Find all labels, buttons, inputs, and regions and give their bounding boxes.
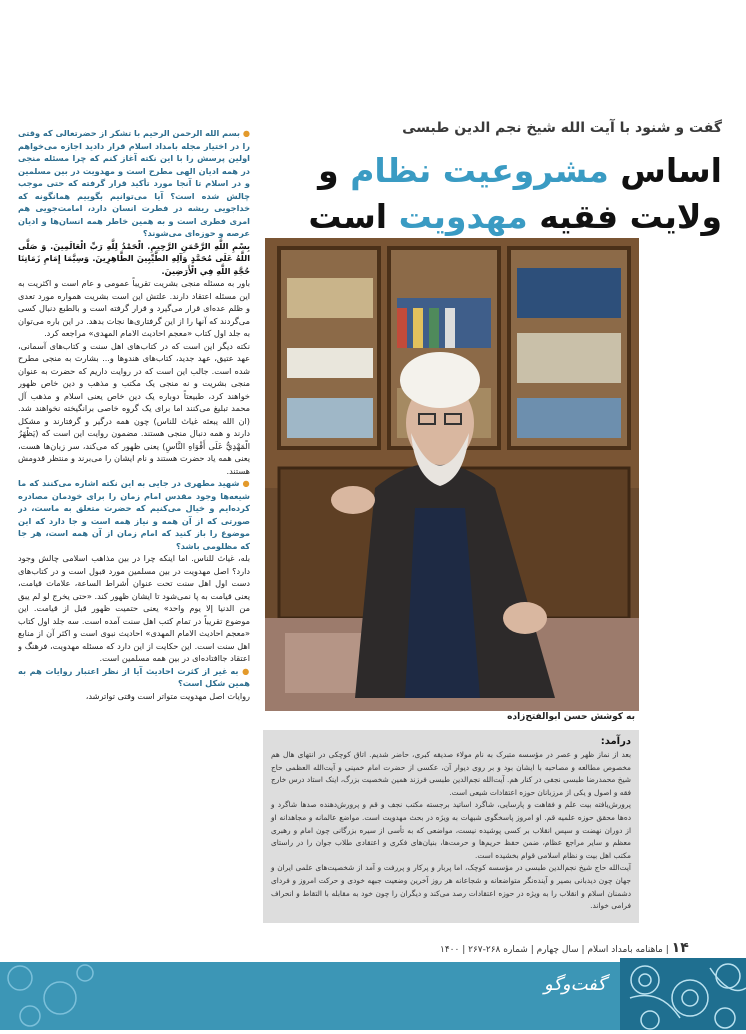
title-word: است	[308, 197, 388, 236]
footer-separator: |	[578, 945, 585, 955]
issue-label: شماره ۲۶۸-۲۶۷	[468, 945, 528, 955]
intro-paragraph: آیت‌الله حاج شیخ نجم‌الدین طبسی در مؤسسه کوچک، اما پربار و پرکار و پررفت و آمد از شخصیت‌های علمی ایران و جهان چون دیدبانی بصیر و آینده‌نگر متواضعانه و شجاعانه هر روز آخرین وضعیت جبهه خودی و حرکت امروز و فردای دشمنان اسلام و انقلاب را به ویژه در حوزه اعتقادات رصد می‌کند و دیگران را چون خود به مقابله با التقاط و انحراف فرامی خواند.	[271, 863, 631, 911]
article-subtitle: گفت و شنود با آیت الله شیخ نجم الدین طبسی	[402, 120, 722, 136]
title-line-2	[262, 194, 722, 240]
article-body-column	[18, 127, 250, 922]
floral-pattern-icon	[620, 958, 746, 1030]
interview-question: ● بسم الله الرحمن الرحیم با تشکر از حضرتعالی که وقتی را در اختیار مجله بامداد اسلام قرار دادید اجازه می‌خواهم اولین پرسش را با این نکته آغاز کنم که چرا مسئله منجی در همه ادیان الهی مطرح است و مهدویت در بین مسلمین و در اسلام تا آنجا مورد تأکید قرار گرفته که حتی موجب چالش شده است؟ آیا می‌توانیم بگوییم همانگونه که خداجویی ریشه در فطرت انسان دارد، امامت‌جویی هم امری فطری است و به همین خاطر همه انسان‌ها و ادیان عرصه و حوزه‌ای می‌شوند؟	[18, 127, 250, 240]
intro-box	[263, 730, 639, 923]
photo-credit: به کوشش حسن ابوالفتح‌زاده	[507, 712, 635, 722]
interview-answer: بله، غیاث للناس. اما اینکه چرا در بین مذاهب اسلامی چالش وجود دارد؟ اصل مهدویت در بین مسلمین مورد قبول است و در کتاب‌های دست اول اهل سنت تحت عنوان أشراط الساعة، علامات قیامت، یعنی قیامت به پا نمی‌شود تا ایشان ظهور کند. «حتى يخرج لو لم يبق من الدنيا إلا يوم واحد» یعنی حتمیت ظهور قبل از قیامت. این موضوع تقریباً در تمام کتب اهل سنت آمده است. سه جلد اول کتاب «معجم احادیث الامام المهدی» احادیث نبوی است و اکثر آن از منابع اهل سنت است. این حکایت از این دارد که مسئله مهدویت، فرهنگ و اعتقاد جاافتاده‌ای در بین همه مسلمین است.	[18, 553, 250, 663]
title-line-1	[262, 148, 722, 194]
floral-pattern-icon	[0, 958, 100, 1030]
footer-separator: |	[662, 945, 669, 955]
intro-label: درآمد:	[600, 736, 631, 747]
title-highlight: مشروعیت نظام	[350, 151, 609, 190]
floral-decoration-right	[620, 958, 746, 1030]
magazine-name: ماهنامه بامداد اسلام	[587, 945, 663, 955]
photo-illustration	[265, 238, 639, 711]
footer-separator: |	[459, 945, 466, 955]
floral-decoration-left	[0, 958, 100, 1030]
title-word: اساس	[620, 151, 722, 190]
interview-question: ● به غیر از کثرت احادیث آیا از نظر اعتبار روایات هم به همین شکل است؟	[18, 665, 250, 690]
interview-photo	[265, 238, 639, 711]
intro-paragraph: پرورش‌یافته بیت علم و فقاهت و پارسایی، شاگرد اساتید برجسته مکتب نجف و قم و پرورش‌دهنده صدها شاگرد و ده‌ها محقق حوزه علمیه قم. او امروز پاسخگوی شبهات به ویژه در بحث مهدویت است. مواضع عالمانه و مجاهدانه او از دوران نهضت و سپس انقلاب بر کسی پوشیده نیست، مواضعی که به تأسی از سیره بزرگانی چون امام و رهبری معظم و سایر مراجع عظام، ضمن حفظ حریم‌ها و حرمت‌ها، بنیان‌های فکری و اعتقادی طلاب جوان را در راستای مکتب اهل بیت و نظام اسلامی قوام بخشیده است.	[271, 800, 631, 860]
interview-answer: باور به مسئله منجی بشریت تقریباً عمومی و عام است و اکثریت به این مسئله اعتقاد دارند. علتش این است بشریت همواره مورد تعدی و ظلم عده‌ای قرار می‌گیرد و قرار گرفته است و بالطبع دنبال کسی می‌گردند که آنها را از این گرفتاری‌ها نجات بدهد. در این باره می‌توان به جلد اول کتاب «معجم احادیث الامام المهدی» مراجعه کرد.	[18, 278, 250, 338]
title-highlight: مهدویت	[398, 197, 528, 236]
interview-question: ● شهید مطهری در جایی به این نکته اشاره می‌کنند که ما شیعه‌ها وجود مقدس امام زمان را برای خودمان مصادره کرده‌ایم و خیال می‌کنیم که حضرت متعلق به ماست، در صورتی که از آن همه و نیاز همه است و جا دارد که این موضوع را باز کنید که امام زمان از آن همه است، هر جا که مظلومی باشد؟	[18, 477, 250, 552]
interview-answer: نکته دیگر این است که در کتاب‌های اهل سنت و کتاب‌های آسمانی، عهد عتیق، عهد جدید، کتاب‌های هندوها و... بشارت به منجی مطرح شده است. جالب این است که در روایت داریم که حضرت به عنوان منجی بشریت و نه منجی یک مکتب و مذهب و دین خاص ظهور خواهند کرد، طبیعتاً دوباره یک دین خاص یعنی اسلام و مذهب آل محمد تبلیغ می‌کنند اما برای یک گروه خاصی برانگیخته نخواهند شد. (ان الله یبعثه غیاث للناس) چون همه درگیر و گرفتارند و مشکل دارند و همه دنبال منجی هستند. مضمون روایت این است که (يَظْهَرُ الْمَهْدِيُّ عَلَى أَفْوَاهِ النَّاسِ) یعنی ظهور که می‌کند، سر زبان‌ها هست، یعنی همه یاد حضرت هستند و نام ایشان را می‌برند و منتظر قدومش هستند.	[18, 340, 250, 476]
title-word: ولایت فقیه	[539, 197, 722, 236]
intro-paragraph: بعد از نماز ظهر و عصر در مؤسسه متبرک به نام مولاء صدیقه کبری، حاضر شدیم. اتاق کوچکی در انتهای هال هم مخصوص مطالعه و مصاحبه با ایشان بود و بر روی دیوار آن، عکسی از حضرت امام خمینی و آیت‌الله العظمی حاج شیخ محمدرضا طبسی نجفی در کنار هم. آیت‌الله نجم‌الدین طبسی فرزند همین شخصیت بزرگ، اینک استاد درس خارج فقه و اصول و یکی از مرزبانان حوزه اعتقادات شیعی است.	[271, 750, 631, 797]
footer-separator: |	[527, 945, 534, 955]
interview-answer-opening: بِسْمِ اللَّهِ الرَّحْمَنِ الرَّحِيمِ. الْحَمْدُ لِلَّهِ رَبِّ الْعَالَمِينَ. وَ صَلَّى اللَّهُ عَلَى مُحَمَّدٍ وَآلِهِ الطَّيِّبِينَ الطَّاهِرِينَ. وَسِيَّمَا إِمَامِ زَمَانِنَا حُجَّةِ اللَّهِ فِي الْأَرَضِينَ.	[18, 240, 250, 276]
page-footer	[440, 940, 689, 956]
article-title	[262, 148, 722, 240]
section-logo: گفت‌وگو	[544, 974, 606, 995]
title-word: و	[318, 151, 339, 190]
interview-answer: روایات اصل مهدویت متواتر است وقتی تواترشد،	[85, 690, 250, 701]
year-label: ۱۴۰۰	[440, 945, 460, 955]
page-number: ۱۴	[671, 940, 689, 956]
volume-label: سال چهارم	[536, 945, 579, 955]
